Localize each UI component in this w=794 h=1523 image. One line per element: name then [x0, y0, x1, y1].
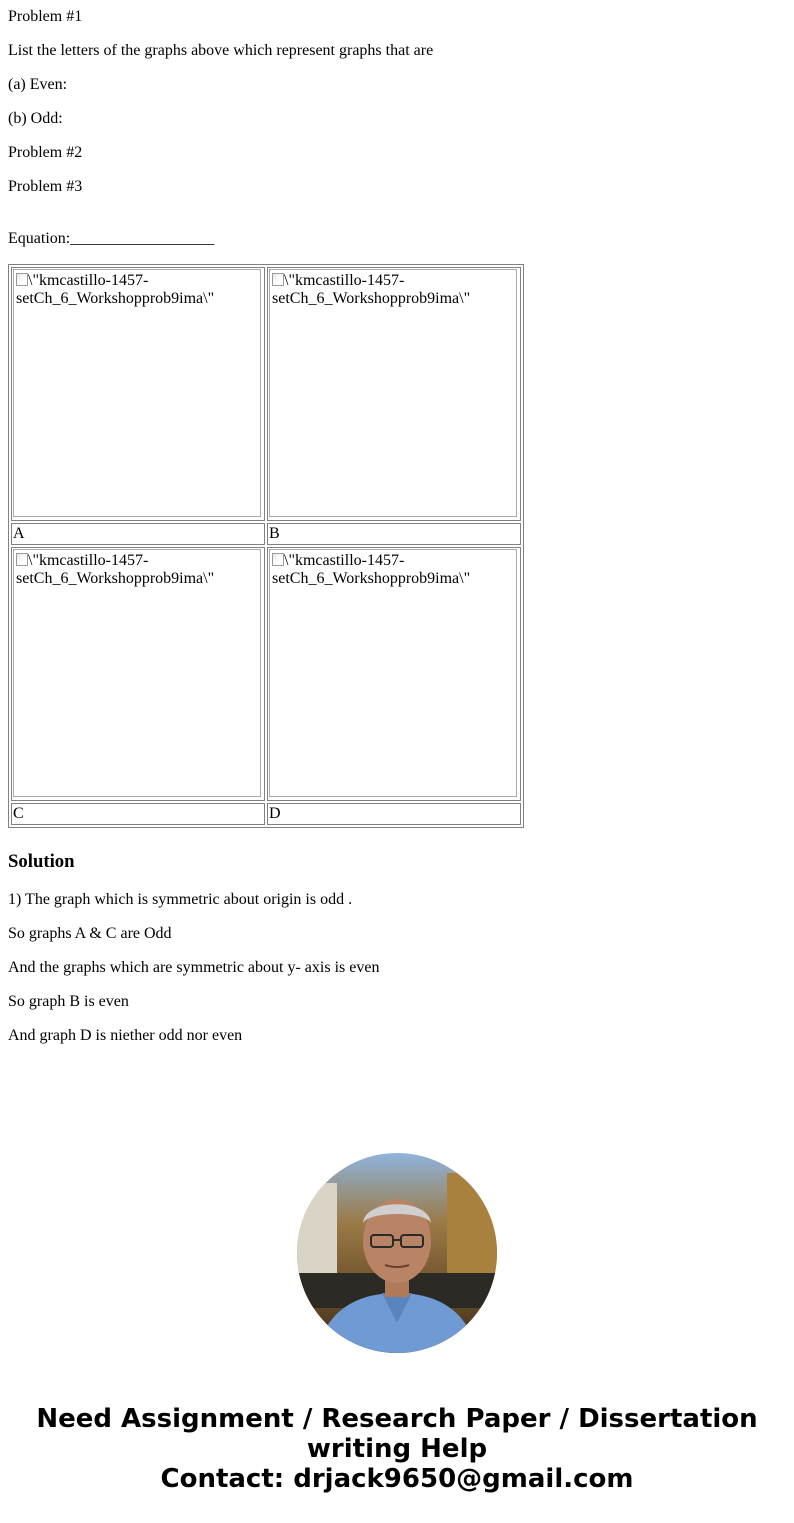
- graph-a-image: [13, 269, 261, 517]
- problem-1-odd: (b) Odd:: [8, 110, 63, 127]
- broken-image-icon: [16, 553, 28, 566]
- broken-image-icon: [272, 273, 284, 286]
- equation-line: Equation:__________________: [8, 230, 215, 247]
- graph-c-image: [13, 549, 261, 797]
- solution-line-4: So graph B is even: [8, 993, 129, 1010]
- graph-d-alt: \"kmcastillo-1457-setCh_6_Workshopprob9ima\": [272, 552, 471, 587]
- solution-line-3: And the graphs which are symmetric about y- axis is even: [8, 959, 380, 976]
- problem-1-even: (a) Even:: [8, 76, 68, 93]
- solution-line-1: 1) The graph which is symmetric about origin is odd .: [8, 891, 353, 908]
- promo-line-1: Need Assignment / Research Paper / Dissertation: [36, 1404, 758, 1434]
- graph-a-alt: \"kmcastillo-1457-setCh_6_Workshopprob9ima\": [16, 272, 215, 307]
- problem-3-title: Problem #3: [8, 178, 83, 195]
- graph-b-label: B: [267, 523, 521, 545]
- graph-a-cell: [11, 267, 265, 521]
- broken-image-icon: [16, 273, 28, 286]
- avatar: [297, 1153, 497, 1353]
- graph-b-cell: [267, 267, 521, 521]
- solution-heading: Solution: [8, 851, 75, 872]
- graph-c-alt: \"kmcastillo-1457-setCh_6_Workshopprob9ima\": [16, 552, 215, 587]
- solution-line-5: And graph D is niether odd nor even: [8, 1027, 243, 1044]
- graph-d-label: D: [267, 803, 521, 825]
- graph-a-label: A: [11, 523, 265, 545]
- graph-d-image: [269, 549, 517, 797]
- problem-2-title: Problem #2: [8, 144, 83, 161]
- solution-line-2: So graphs A & C are Odd: [8, 925, 172, 942]
- problem-1-prompt: List the letters of the graphs above which represent graphs that are: [8, 42, 434, 59]
- promo-line-2: writing Help: [306, 1434, 488, 1464]
- avatar-portrait: [297, 1153, 497, 1353]
- graphs-table: [8, 264, 524, 828]
- graph-b-alt: \"kmcastillo-1457-setCh_6_Workshopprob9ima\": [272, 272, 471, 307]
- promo-banner: [0, 1404, 794, 1494]
- promo-contact[interactable]: Contact: drjack9650@gmail.com: [160, 1464, 634, 1494]
- graph-c-cell: [11, 547, 265, 801]
- problem-1-title: Problem #1: [8, 8, 83, 25]
- graph-b-image: [269, 269, 517, 517]
- graph-d-cell: [267, 547, 521, 801]
- broken-image-icon: [272, 553, 284, 566]
- graph-c-label: C: [11, 803, 265, 825]
